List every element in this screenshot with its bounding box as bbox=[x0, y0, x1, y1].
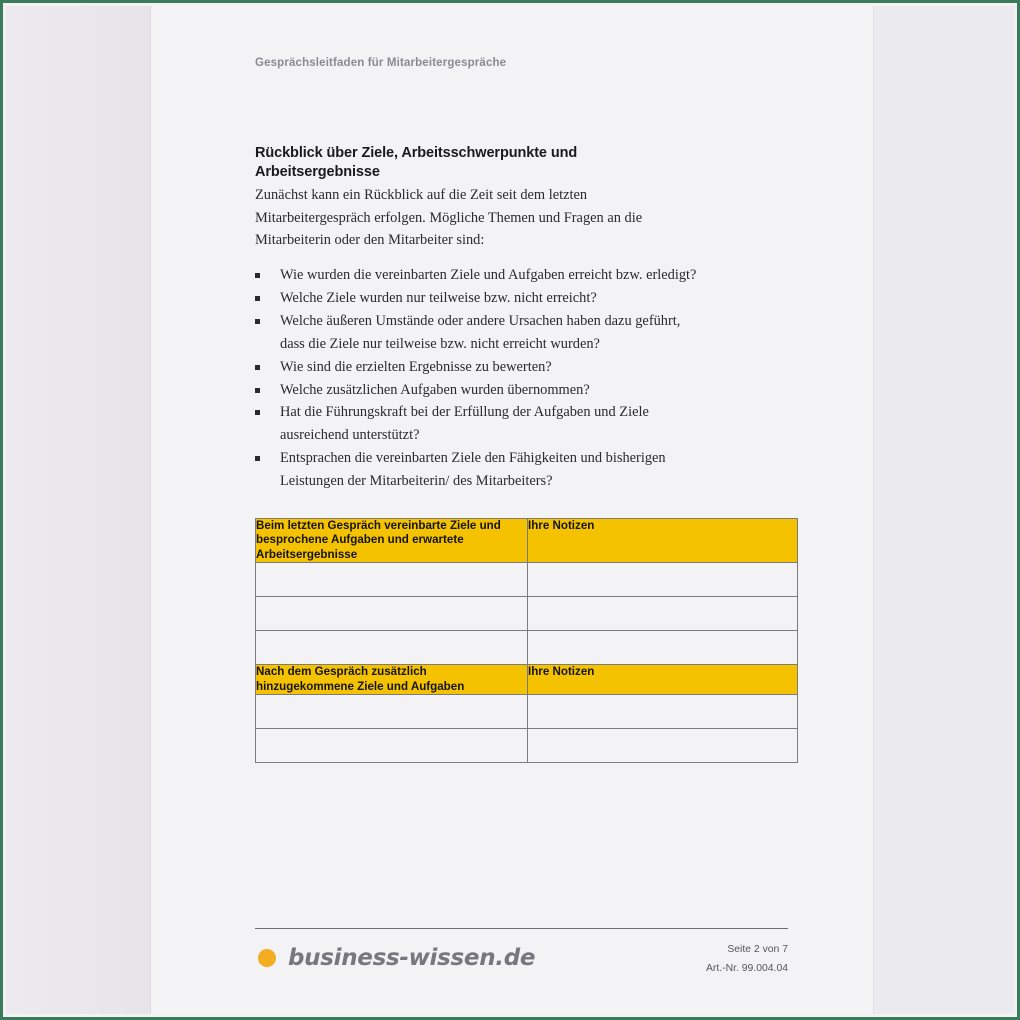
table-header-agreed-goals: Beim letzten Gespräch vereinbarte Ziele und besprochene Aufgaben und erwartete Arbeitsergebnisse bbox=[256, 519, 528, 563]
list-item-line: Hat die Führungskraft bei der Erfüllung der Aufgaben und Ziele bbox=[280, 404, 649, 421]
list-item-line: Leistungen der Mitarbeiterin/ des Mitarbeiters? bbox=[280, 473, 553, 490]
goals-notes-table bbox=[255, 518, 798, 763]
square-bullet-icon bbox=[255, 296, 260, 301]
table-cell-goal-input[interactable] bbox=[256, 631, 528, 665]
table-header-your-notes: Ihre Notizen bbox=[528, 519, 798, 563]
footer-divider bbox=[255, 928, 788, 929]
list-item-line: Wie wurden die vereinbarten Ziele und Aufgaben erreicht bzw. erledigt? bbox=[280, 267, 697, 283]
table-row bbox=[256, 563, 798, 597]
list-item bbox=[255, 379, 768, 402]
circle-dot-icon bbox=[258, 949, 276, 967]
list-item-line: ausreichend unterstützt? bbox=[280, 427, 420, 444]
table-header-your-notes: Ihre Notizen bbox=[528, 665, 798, 695]
intro-paragraph bbox=[255, 184, 728, 252]
square-bullet-icon bbox=[255, 319, 260, 324]
section-heading: Rückblick über Ziele, Arbeitsschwerpunkte und Arbeitsergebnisse bbox=[255, 145, 578, 180]
table-cell-notes-input[interactable] bbox=[528, 695, 798, 729]
square-bullet-icon bbox=[255, 365, 260, 370]
intro-line-1: Zunächst kann ein Rückblick auf die Zeit seit dem letzten bbox=[255, 187, 588, 203]
brand-logo bbox=[258, 945, 535, 971]
table-cell-notes-input[interactable] bbox=[528, 729, 798, 763]
table-row bbox=[256, 729, 798, 763]
page-number: Seite 2 von 7 bbox=[727, 944, 788, 955]
table-cell-notes-input[interactable] bbox=[528, 563, 798, 597]
square-bullet-icon bbox=[255, 273, 260, 278]
list-item-line: Wie sind die erzielten Ergebnisse zu bewerten? bbox=[280, 358, 552, 375]
document-page bbox=[151, 6, 873, 1014]
table-cell-goal-input[interactable] bbox=[256, 563, 528, 597]
article-number: Art.-Nr. 99.004.04 bbox=[705, 963, 788, 974]
list-item bbox=[255, 447, 768, 493]
table-row bbox=[256, 695, 798, 729]
running-head: Gesprächsleitfaden für Mitarbeitergespräche bbox=[255, 57, 507, 69]
table-header-row bbox=[256, 519, 798, 563]
list-item bbox=[255, 264, 768, 287]
table-row bbox=[256, 597, 798, 631]
table-row bbox=[256, 631, 798, 665]
list-item-line: Welche Ziele wurden nur teilweise bzw. nicht erreicht? bbox=[280, 289, 597, 306]
list-item bbox=[255, 287, 768, 310]
intro-line-2: Mitarbeitergespräch erfolgen. Mögliche Themen und Fragen an die bbox=[255, 209, 643, 226]
table-cell-notes-input[interactable] bbox=[528, 597, 798, 631]
table-cell-goal-input[interactable] bbox=[256, 695, 528, 729]
list-item-line: Welche äußeren Umstände oder andere Ursachen haben dazu geführt, bbox=[280, 312, 681, 329]
list-item bbox=[255, 356, 768, 379]
table-cell-goal-input[interactable] bbox=[256, 729, 528, 763]
table-cell-goal-input[interactable] bbox=[256, 597, 528, 631]
square-bullet-icon bbox=[255, 456, 260, 461]
footer-meta bbox=[706, 940, 788, 978]
page-content-area bbox=[255, 6, 788, 1014]
question-list bbox=[255, 264, 768, 493]
page-gutter-left bbox=[6, 6, 151, 1014]
list-item-line: dass die Ziele nur teilweise bzw. nicht erreicht wurden? bbox=[280, 335, 600, 352]
list-item-line: Welche zusätzlichen Aufgaben wurden übernommen? bbox=[280, 381, 590, 398]
table-header-row bbox=[256, 665, 798, 695]
list-item bbox=[255, 310, 768, 356]
list-item bbox=[255, 401, 768, 447]
table-header-additional-goals: Nach dem Gespräch zusätzlich hinzugekommene Ziele und Aufgaben bbox=[256, 665, 528, 695]
square-bullet-icon bbox=[255, 410, 260, 415]
table-cell-notes-input[interactable] bbox=[528, 631, 798, 665]
intro-line-3: Mitarbeiterin oder den Mitarbeiter sind: bbox=[255, 232, 485, 249]
page-gutter-right bbox=[873, 6, 1014, 1014]
brand-name: business-wissen.de bbox=[288, 945, 536, 971]
square-bullet-icon bbox=[255, 388, 260, 393]
list-item-line: Entsprachen die vereinbarten Ziele den Fähigkeiten und bisherigen bbox=[280, 450, 666, 467]
